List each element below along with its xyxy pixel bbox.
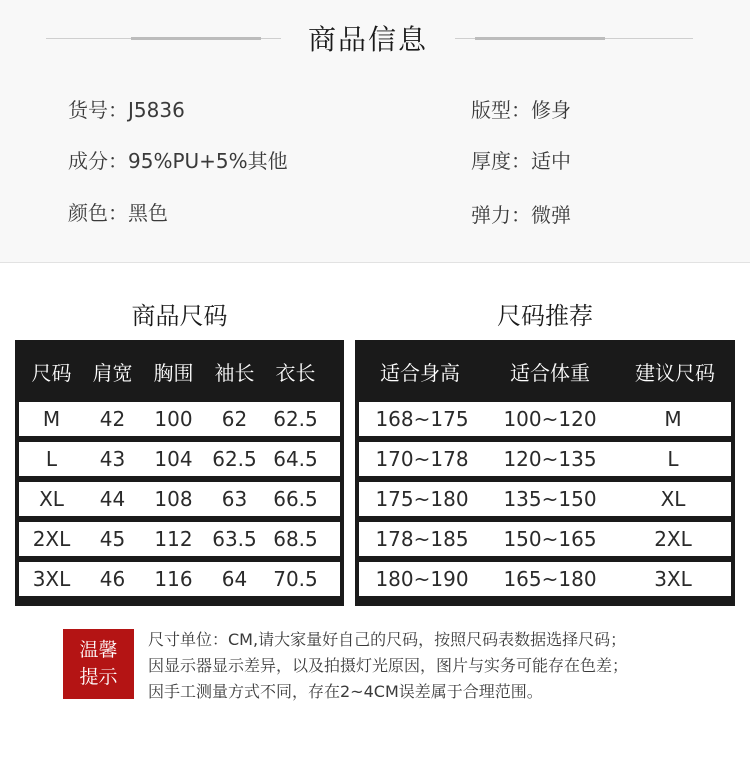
table-cell: L <box>45 447 58 471</box>
info-label: 版型： <box>471 98 531 122</box>
table-cell: 175~180 <box>375 487 469 511</box>
product-info-header <box>0 18 750 62</box>
table-cell: 2XL <box>654 527 692 551</box>
table-row <box>359 522 731 556</box>
table-cell: 46 <box>99 567 126 591</box>
info-label: 成分： <box>68 149 128 173</box>
info-item-material <box>68 145 288 174</box>
table-row <box>359 402 731 436</box>
table-cell: 135~150 <box>503 487 597 511</box>
table-header <box>355 340 735 402</box>
header-cell: 袖长 <box>214 360 255 385</box>
table-cell: 62.5 <box>212 447 257 471</box>
info-value: J5836 <box>128 98 185 122</box>
table-cell: 100 <box>154 407 193 431</box>
table-cell: 100~120 <box>503 407 597 431</box>
header-cell: 适合身高 <box>380 360 460 385</box>
header-cell: 胸围 <box>153 360 194 385</box>
table-row <box>359 482 731 516</box>
table-cell: 64.5 <box>273 447 318 471</box>
table-row <box>19 402 340 436</box>
notice-line: 因手工测量方式不同，存在2~4CM误差属于合理范围。 <box>148 682 543 701</box>
table-header <box>15 340 344 402</box>
info-item-article-no <box>68 94 185 123</box>
header-cell: 肩宽 <box>92 360 133 385</box>
table-cell: M <box>664 407 682 431</box>
table-cell: 165~180 <box>503 567 597 591</box>
notice-badge-line: 温馨 <box>79 639 118 661</box>
info-item-thickness <box>471 145 571 174</box>
notice-text <box>148 627 708 705</box>
table-cell: 178~185 <box>375 527 469 551</box>
notice-badge <box>63 629 134 699</box>
info-label: 厚度： <box>471 149 531 173</box>
table-cell: 3XL <box>654 567 692 591</box>
notice-badge-line: 提示 <box>79 666 118 688</box>
table-cell: 104 <box>154 447 193 471</box>
table-cell: L <box>667 447 679 471</box>
product-info-section <box>0 0 750 263</box>
size-recommend-table <box>355 340 735 606</box>
table-cell: 112 <box>154 527 193 551</box>
table-cell: 43 <box>99 447 126 471</box>
info-item-elasticity <box>471 199 571 228</box>
info-label: 弹力： <box>471 203 531 227</box>
table-cell: 45 <box>99 527 126 551</box>
table-row <box>19 442 340 476</box>
info-item-fit <box>471 94 571 123</box>
notice-line: 因显示器显示差异，以及拍摄灯光原因，图片与实务可能存在色差； <box>148 656 629 675</box>
info-label: 货号： <box>68 98 128 122</box>
title-divider-left <box>46 38 281 39</box>
table-cell: 180~190 <box>375 567 469 591</box>
notice-line: 尺寸单位：CM,请大家量好自己的尺码，按照尺码表数据选择尺码； <box>148 630 627 649</box>
info-value: 修身 <box>531 98 571 122</box>
table-cell: 70.5 <box>273 567 318 591</box>
table-cell: 62 <box>221 407 248 431</box>
table-cell: 42 <box>99 407 126 431</box>
table-row <box>19 562 340 596</box>
table-row <box>359 442 731 476</box>
table-cell: 63.5 <box>212 527 257 551</box>
table-cell: 66.5 <box>273 487 318 511</box>
header-cell: 尺码 <box>31 360 72 385</box>
table-cell: 3XL <box>32 567 71 591</box>
table-cell: 64 <box>221 567 248 591</box>
table-row <box>359 562 731 596</box>
table-row <box>19 482 340 516</box>
info-value: 适中 <box>531 149 571 173</box>
size-recommend-title: 尺码推荐 <box>497 302 593 330</box>
size-chart-table <box>15 340 344 606</box>
info-value: 黑色 <box>128 201 168 225</box>
info-label: 颜色： <box>68 201 128 225</box>
table-row <box>19 522 340 556</box>
table-cell: 2XL <box>32 527 71 551</box>
title-divider-right <box>455 38 693 39</box>
table-cell: 44 <box>99 487 126 511</box>
table-cell: 62.5 <box>273 407 318 431</box>
size-chart-title: 商品尺码 <box>131 302 228 330</box>
table-cell: XL <box>660 487 686 511</box>
table-cell: 108 <box>154 487 193 511</box>
table-cell: XL <box>39 487 64 511</box>
info-item-color <box>68 197 168 226</box>
info-value: 微弹 <box>531 203 571 227</box>
table-cell: 68.5 <box>273 527 318 551</box>
table-cell: 120~135 <box>503 447 597 471</box>
table-cell: 116 <box>154 567 193 591</box>
product-info-title: 商品信息 <box>307 23 428 56</box>
table-cell: 170~178 <box>375 447 469 471</box>
table-cell: 63 <box>221 487 248 511</box>
table-cell: M <box>42 407 61 431</box>
table-cell: 168~175 <box>375 407 469 431</box>
table-cell: 150~165 <box>503 527 597 551</box>
header-cell: 衣长 <box>275 360 316 385</box>
info-value: 95%PU+5%其他 <box>128 149 288 173</box>
header-cell: 适合体重 <box>510 360 590 385</box>
header-cell: 建议尺码 <box>635 360 715 385</box>
